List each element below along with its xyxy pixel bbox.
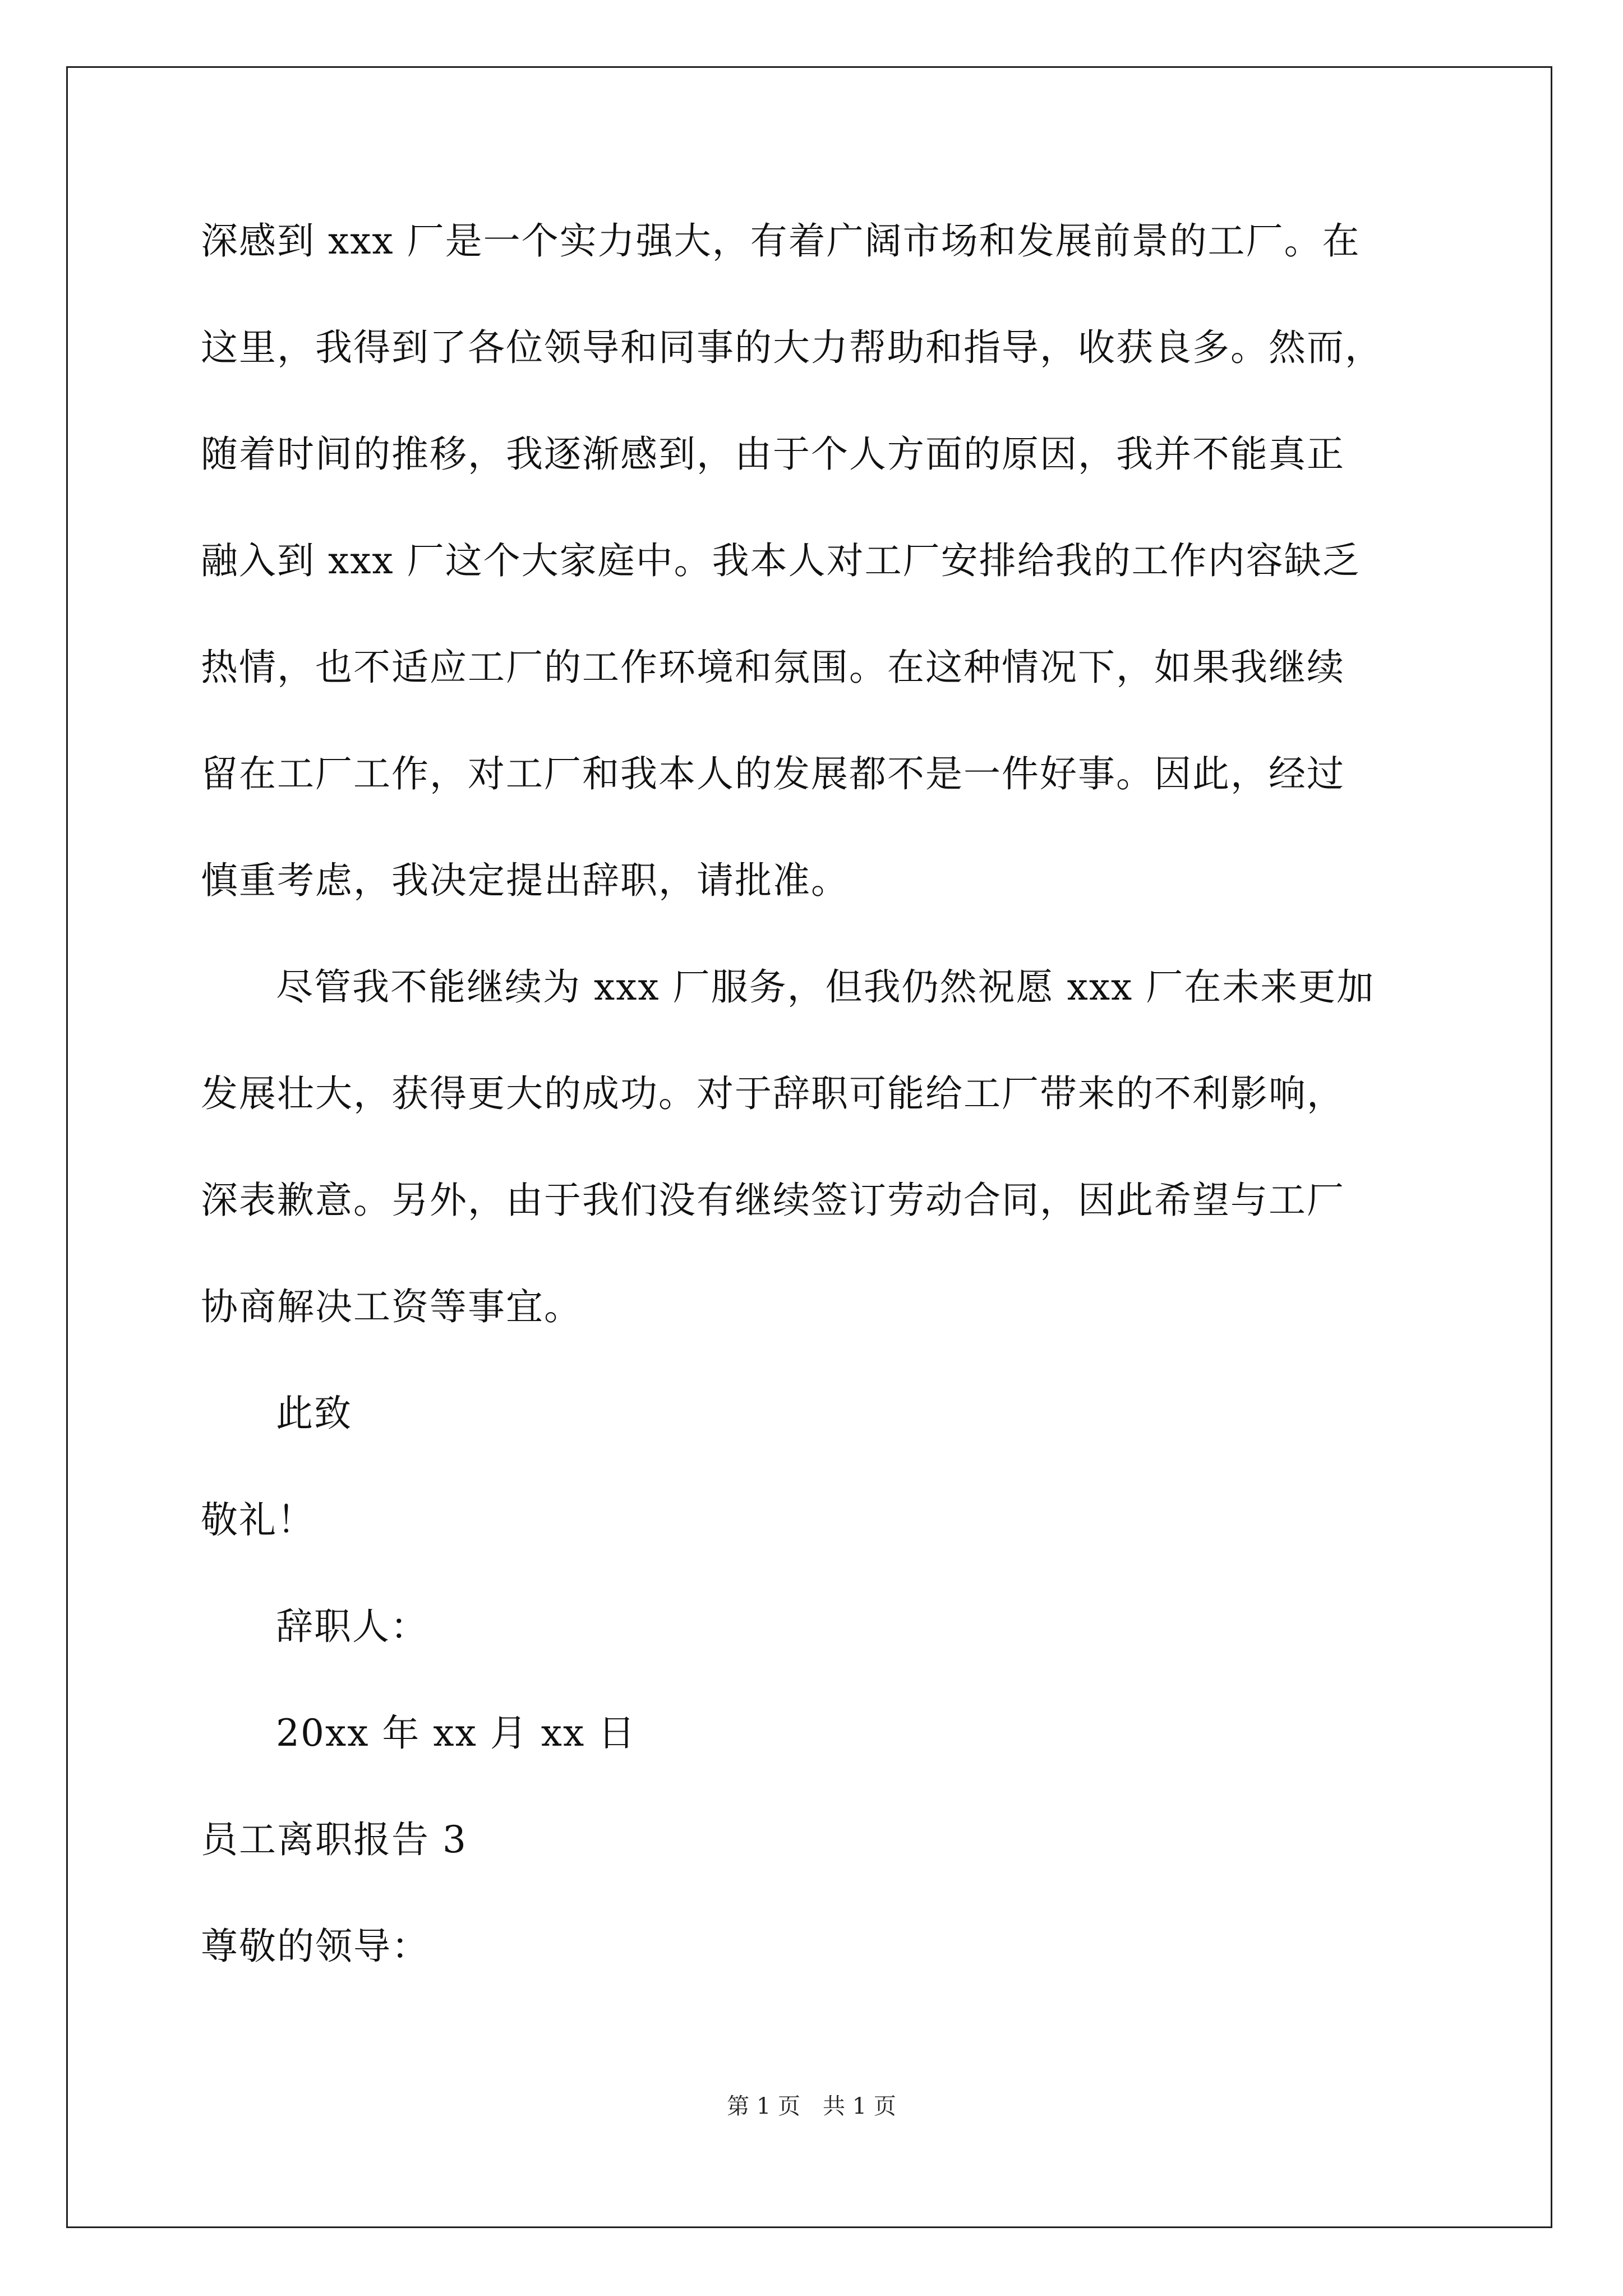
paragraph-line: 深表歉意。另外，由于我们没有继续签订劳动合同，因此希望与工厂: [201, 1179, 1345, 1222]
signer-label: 辞职人：: [276, 1605, 428, 1648]
paragraph-line: 深感到 xxx 厂是一个实力强大，有着广阔市场和发展前景的工厂。在: [201, 219, 1361, 263]
paragraph-line: 留在工厂工作，对工厂和我本人的发展都不是一件好事。因此，经过: [201, 752, 1345, 795]
closing-text: 此致: [276, 1392, 352, 1435]
paragraph-line: 融入到 xxx 厂这个大家庭中。我本人对工厂安排给我的工作内容缺乏: [201, 539, 1361, 582]
paragraph-line: 这里，我得到了各位领导和同事的大力帮助和指导，收获良多。然而，: [201, 326, 1383, 369]
salute-text: 敬礼！: [201, 1498, 315, 1542]
paragraph-line: 发展壮大，获得更大的成功。对于辞职可能给工厂带来的不利影响，: [201, 1072, 1345, 1115]
paragraph-line: 随着时间的推移，我逐渐感到，由于个人方面的原因，我并不能真正: [201, 432, 1345, 476]
greeting-text: 尊敬的领导：: [201, 1925, 430, 1968]
paragraph-line: 协商解决工资等事宜。: [201, 1285, 582, 1328]
next-report-title: 员工离职报告 3: [201, 1818, 467, 1861]
page-number-footer: 第 1 页 共 1 页: [727, 2093, 896, 2119]
paragraph-line: 热情，也不适应工厂的工作环境和氛围。在这种情况下，如果我继续: [201, 646, 1345, 689]
paragraph-line: 尽管我不能继续为 xxx 厂服务，但我仍然祝愿 xxx 厂在未来更加: [276, 965, 1375, 1009]
paragraph-line: 慎重考虑，我决定提出辞职，请批准。: [201, 859, 849, 902]
page-border: [66, 66, 1552, 2228]
date-line: 20xx 年 xx 月 xx 日: [276, 1711, 637, 1755]
